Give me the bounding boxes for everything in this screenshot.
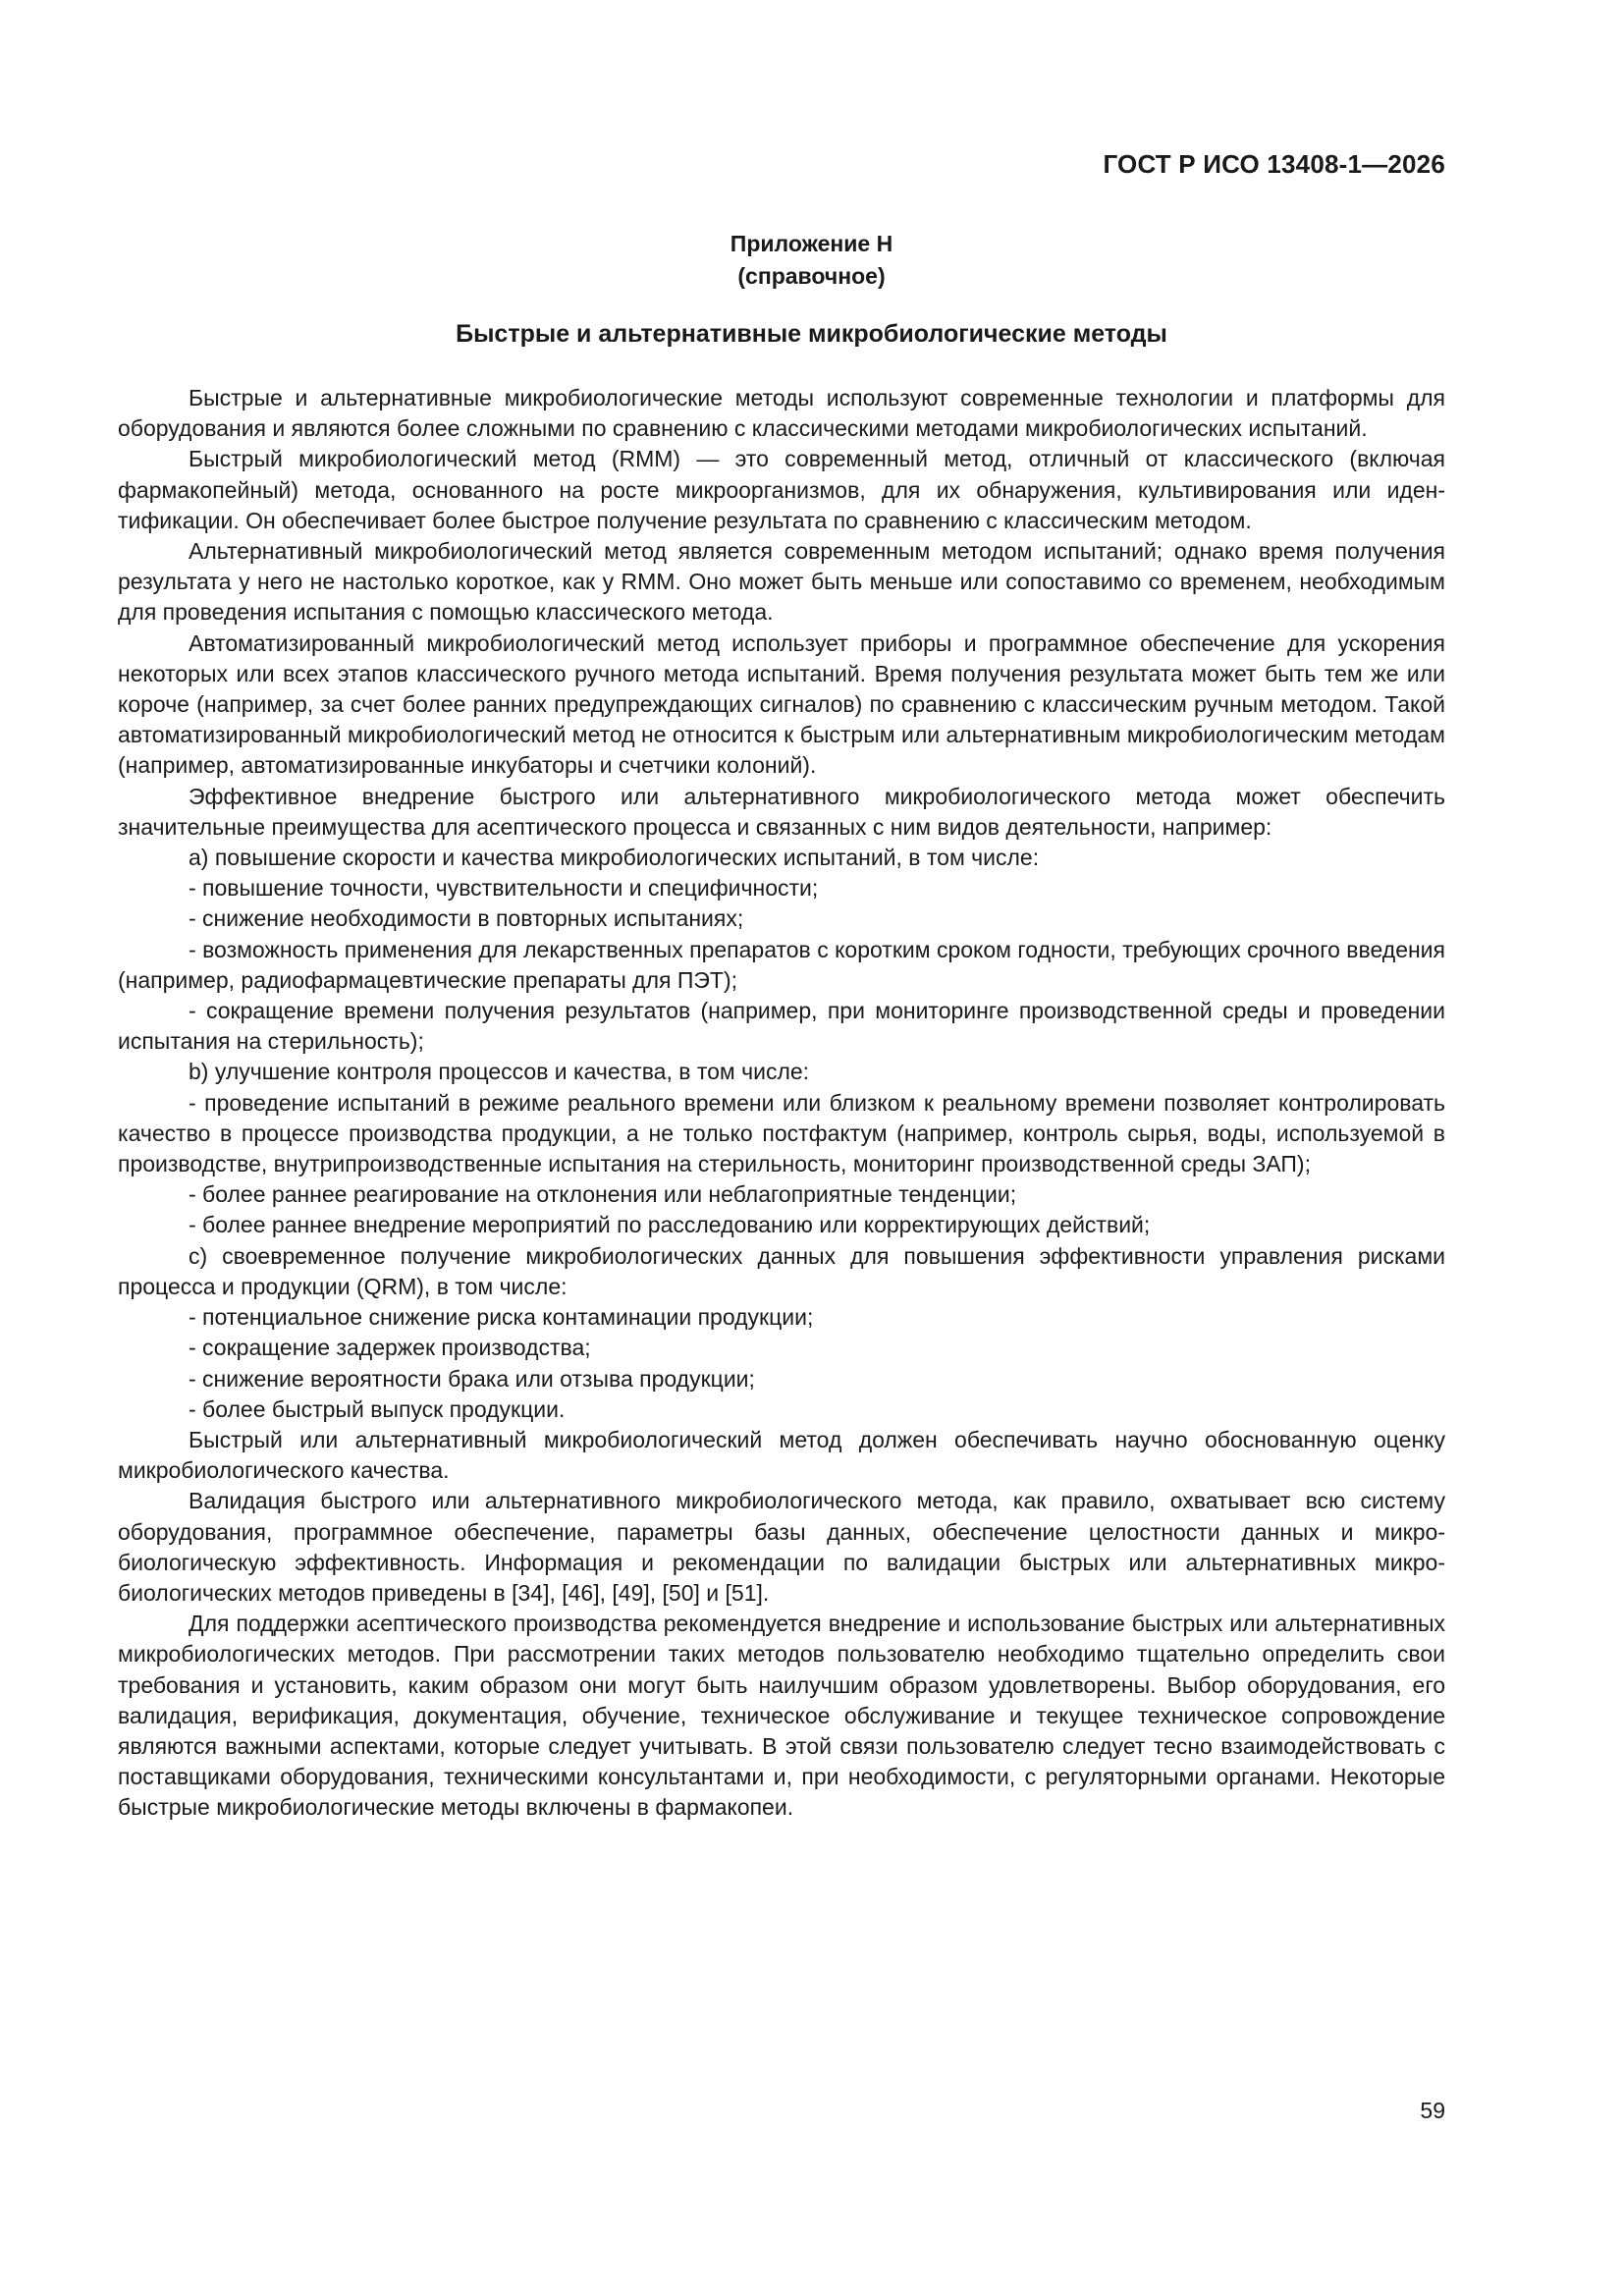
dash-item: - потенциальное снижение риска контаминации продукции; [189, 1304, 814, 1331]
paragraph: Эффективное внедрение быстрого или альтернативного микробиологического метода может обеспечить значительные преимущества для асептического процесса и связанных с ним видов деятельности, например: [118, 783, 1445, 840]
appendix-status: (справочное) [737, 263, 886, 289]
dash-item: - снижение необходимости в повторных испытаниях; [189, 905, 744, 932]
list-item-b: b) улучшение контроля процессов и качества, в том числе: [189, 1059, 810, 1085]
list-item-c: c) своевременное получение микробиологических данных для повышения эффективности управления рисками процесса и продукции (QRM), в том числе: [118, 1242, 1445, 1299]
paragraph: Быстрый микробиологический метод (RMM) — это современный метод, отличный от классического (включая фармакопейный) метода, основанного на росте микроорганизмов, для их обнаружения, культивирования или идентификации. Он обеспечивает более быстрое получение результата по сравнению с классическим методом. [118, 446, 1445, 533]
paragraph: Быстрые и альтернативные микробиологические методы используют современные технологии и платформы для оборудования и являются более сложными по сравнению с классическими методами микробиологических испытаний. [118, 385, 1445, 442]
paragraph: Валидация быстрого или альтернативного микробиологического метода, как правило, охватывает всю систему оборудования, программное обеспечение, параметры базы данных, обеспечение целостности данных и микробиологическую эффективность. Информация и рекомендации по валидации быстрых или альтернативных микробиологических методов приведены в [34], [46], [49], [50] и [51]. [118, 1488, 1445, 1606]
body-text [118, 383, 1445, 1824]
section-title: Быстрые и альтернативные микробиологические методы [456, 320, 1167, 348]
paragraph: Автоматизированный микробиологический метод использует приборы и программное обеспечение для ускорения некоторых или всех этапов классического ручного метода испытаний. Время получения результата может быть тем же или короче (например, за счет более ранних предупреждающих сигналов) по сравнению с классическим ручным методом. Такой автоматизированный микробиологический метод не относится к быстрым или альтернативным микробиологическим методам (например, автоматизированные инкубаторы и счетчики колоний). [118, 629, 1445, 779]
page-number: 59 [1420, 2098, 1445, 2123]
dash-item: - возможность применения для лекарственных препаратов с коротким сроком годности, требующих срочного введения (например, радиофармацевтические препараты для ПЭТ); [118, 936, 1445, 993]
dash-item: - сокращение задержек производства; [189, 1335, 591, 1361]
paragraph: Альтернативный микробиологический метод является современным методом испытаний; однако время получения результата у него не настолько короткое, как у RMM. Оно может быть меньше или сопоставимо со временем, необходимым для проведения испытания с помощью классического метода. [118, 538, 1445, 626]
dash-item: - сокращение времени получения результатов (например, при мониторинге производственной среды и проведении испытания на стерильность); [118, 998, 1445, 1055]
appendix-title: Приложение H [730, 231, 893, 256]
dash-item: - более быстрый выпуск продукции. [189, 1395, 566, 1422]
appendix-heading [0, 228, 1623, 293]
list-item-a: a) повышение скорости и качества микробиологических испытаний, в том числе: [189, 845, 1040, 871]
document-code: ГОСТ Р ИСО 13408-1—2026 [1103, 149, 1445, 179]
dash-item: - снижение вероятности брака или отзыва продукции; [189, 1365, 755, 1392]
dash-item: - более раннее реагирование на отклонения или неблагоприятные тенденции; [189, 1181, 1017, 1208]
paragraph: Для поддержки асептического производства рекомендуется внедрение и использование быстрых или альтернативных микробиологических методов. При рассмотрении таких методов пользователю необходимо тщательно определить свои требования и установить, каким образом они могут быть наилучшим образом удовлетворены. Выбор оборудования, его валидация, верификация, документация, обучение, техническое обслуживание и текущее техническое сопровождение являются важными аспектами, которые следует учитывать. В этой связи пользователю следует тесно взаимодействовать с поставщиками оборудования, техническими консультантами и, при необходимости, с регуляторными органами. Некоторые быстрые микробиологические методы включены в фармакопеи. [118, 1611, 1445, 1821]
dash-item: - более раннее внедрение мероприятий по расследованию или корректирующих действий; [189, 1212, 1151, 1238]
paragraph: Быстрый или альтернативный микробиологический метод должен обеспечивать научно обоснованную оценку микробиологического качества. [118, 1426, 1445, 1484]
dash-item: - повышение точности, чувствительности и специфичности; [189, 875, 819, 902]
dash-item: - проведение испытаний в режиме реального времени или близком к реальному времени позволяет контролировать качество в процессе производства продукции, а не только постфактум (например, контроль сырья, воды, используемой в производстве, внутрипроизводственные испытания на стерильность, мониторинг производственной среды ЗАП); [118, 1089, 1445, 1177]
